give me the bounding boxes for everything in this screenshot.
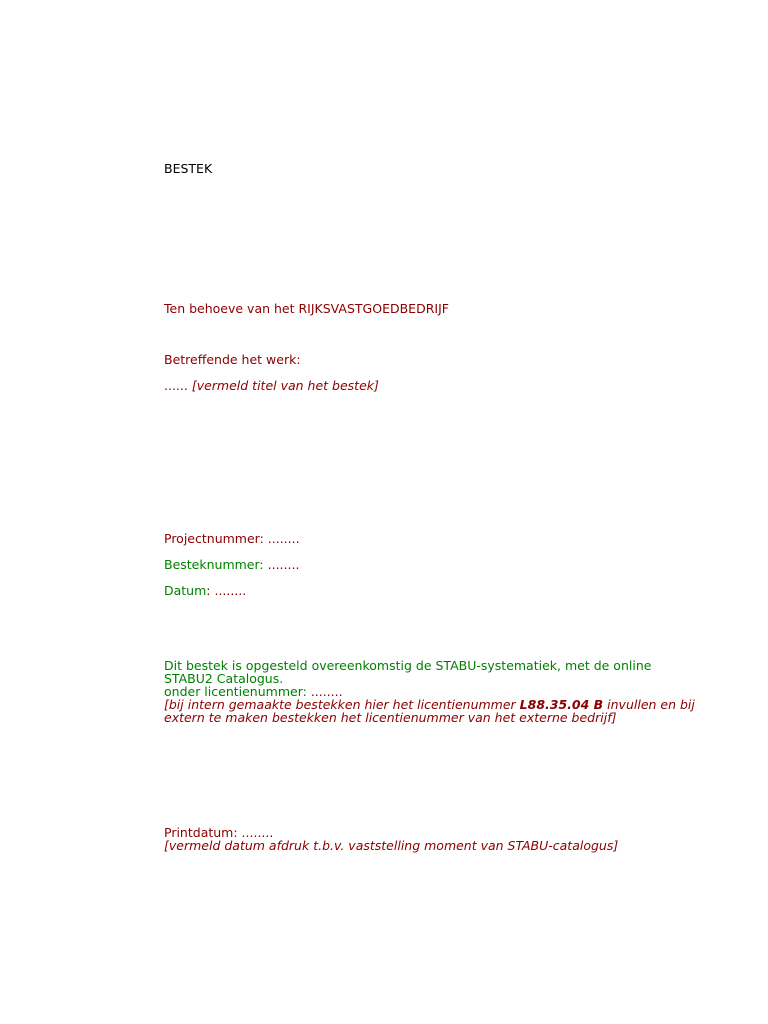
license-hint-part1: [bij intern gemaakte bestekken hier het licentienummer bbox=[164, 697, 520, 712]
license-value: ........ bbox=[310, 684, 343, 699]
license-hint-line-2: extern te maken bestekken het licentienummer van het externe bedrijf] bbox=[164, 710, 617, 725]
bestek-number-line bbox=[164, 558, 299, 571]
project-label: Projectnummer: bbox=[164, 531, 264, 546]
client-line: Ten behoeve van het RIJKSVASTGOEDBEDRIJF bbox=[164, 301, 449, 316]
date-line bbox=[164, 584, 246, 597]
print-label: Printdatum: bbox=[164, 825, 238, 840]
stabu-line-2: STABU2 Catalogus. bbox=[164, 671, 284, 686]
stabu-line-1: Dit bestek is opgesteld overeenkomstig de STABU-systematiek, met de online bbox=[164, 658, 652, 673]
license-number: L88.35.04 B bbox=[519, 697, 604, 712]
work-dots: ...... bbox=[164, 378, 188, 393]
print-hint: [vermeld datum afdruk t.b.v. vaststelling moment van STABU-catalogus] bbox=[164, 838, 619, 853]
date-label: Datum bbox=[164, 583, 207, 598]
project-value: ........ bbox=[267, 531, 300, 546]
document-title: BESTEK bbox=[164, 161, 213, 176]
license-hint-part2: invullen en bij bbox=[603, 697, 695, 712]
bestek-value: ........ bbox=[267, 557, 300, 572]
bestek-label: Besteknummer: bbox=[164, 557, 264, 572]
print-value: ........ bbox=[241, 825, 274, 840]
license-label: onder licentienummer: bbox=[164, 684, 307, 699]
work-title-line bbox=[164, 379, 379, 392]
work-label: Betreffende het werk: bbox=[164, 352, 301, 367]
work-hint: [vermeld titel van het bestek] bbox=[191, 378, 379, 393]
date-value: : ........ bbox=[206, 583, 247, 598]
project-number-line bbox=[164, 532, 300, 545]
